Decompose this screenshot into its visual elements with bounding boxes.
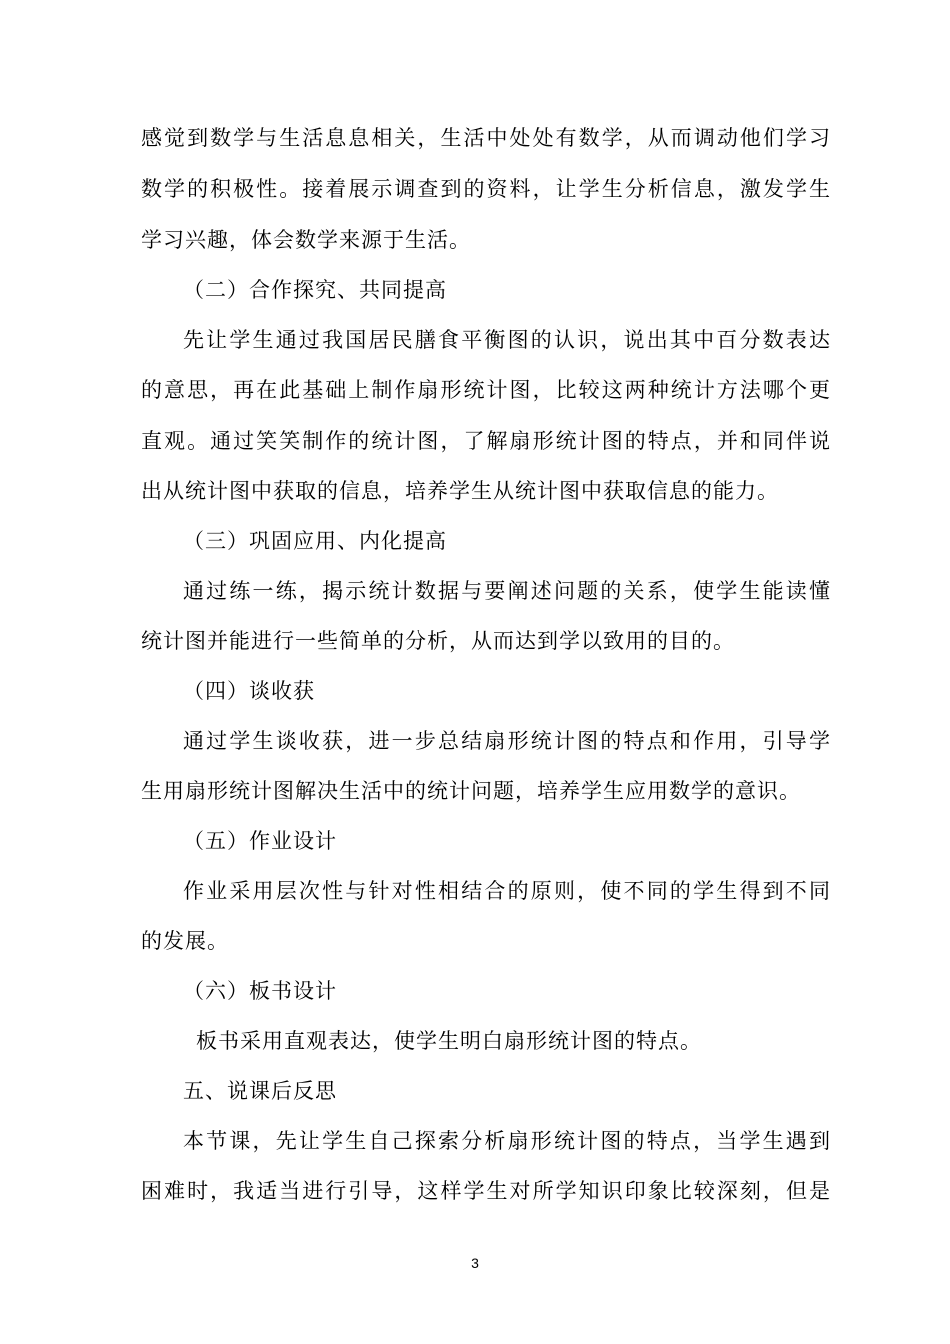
- paragraph-first-line: 通过学生谈收获，进一步总结扇形统计图的特点和作用，引导学: [183, 729, 831, 753]
- text-line: 直观。通过笑笑制作的统计图，了解扇形统计图的特点，并和同伴说: [141, 429, 831, 453]
- text-line: 感觉到数学与生活息息相关，生活中处处有数学，从而调动他们学习: [141, 126, 831, 150]
- text-line: 学习兴趣，体会数学来源于生活。: [141, 228, 471, 252]
- text-line: 困难时，我适当进行引导，这样学生对所学知识印象比较深刻，但是: [141, 1179, 831, 1203]
- paragraph-first-line: 作业采用层次性与针对性相结合的原则，使不同的学生得到不同: [183, 879, 831, 903]
- text-line: 数学的积极性。接着展示调查到的资料，让学生分析信息，激发学生: [141, 177, 831, 201]
- section-heading: （二）合作探究、共同提高: [183, 278, 447, 302]
- text-line: 出从统计图中获取的信息，培养学生从统计图中获取信息的能力。: [141, 479, 779, 503]
- paragraph-first-line: 本节课，先让学生自己探索分析扇形统计图的特点，当学生遇到: [183, 1129, 831, 1153]
- paragraph-first-line: 先让学生通过我国居民膳食平衡图的认识，说出其中百分数表达: [183, 328, 831, 352]
- text-line: 统计图并能进行一些简单的分析，从而达到学以致用的目的。: [141, 629, 735, 653]
- text-line: 的意思，再在此基础上制作扇形统计图，比较这两种统计方法哪个更: [141, 378, 831, 402]
- section-heading: （六）板书设计: [183, 979, 337, 1003]
- section-heading: 五、说课后反思: [183, 1079, 337, 1103]
- section-heading: （五）作业设计: [183, 829, 337, 853]
- page-number: 3: [471, 1255, 479, 1271]
- paragraph-first-line: 通过练一练，揭示统计数据与要阐述问题的关系，使学生能读懂: [183, 579, 831, 603]
- text-line: 的发展。: [141, 929, 229, 953]
- section-heading: （四）谈收获: [183, 679, 315, 703]
- section-heading: （三）巩固应用、内化提高: [183, 529, 447, 553]
- text-line: 生用扇形统计图解决生活中的统计问题，培养学生应用数学的意识。: [141, 779, 801, 803]
- paragraph-first-line: 板书采用直观表达，使学生明白扇形统计图的特点。: [196, 1029, 702, 1053]
